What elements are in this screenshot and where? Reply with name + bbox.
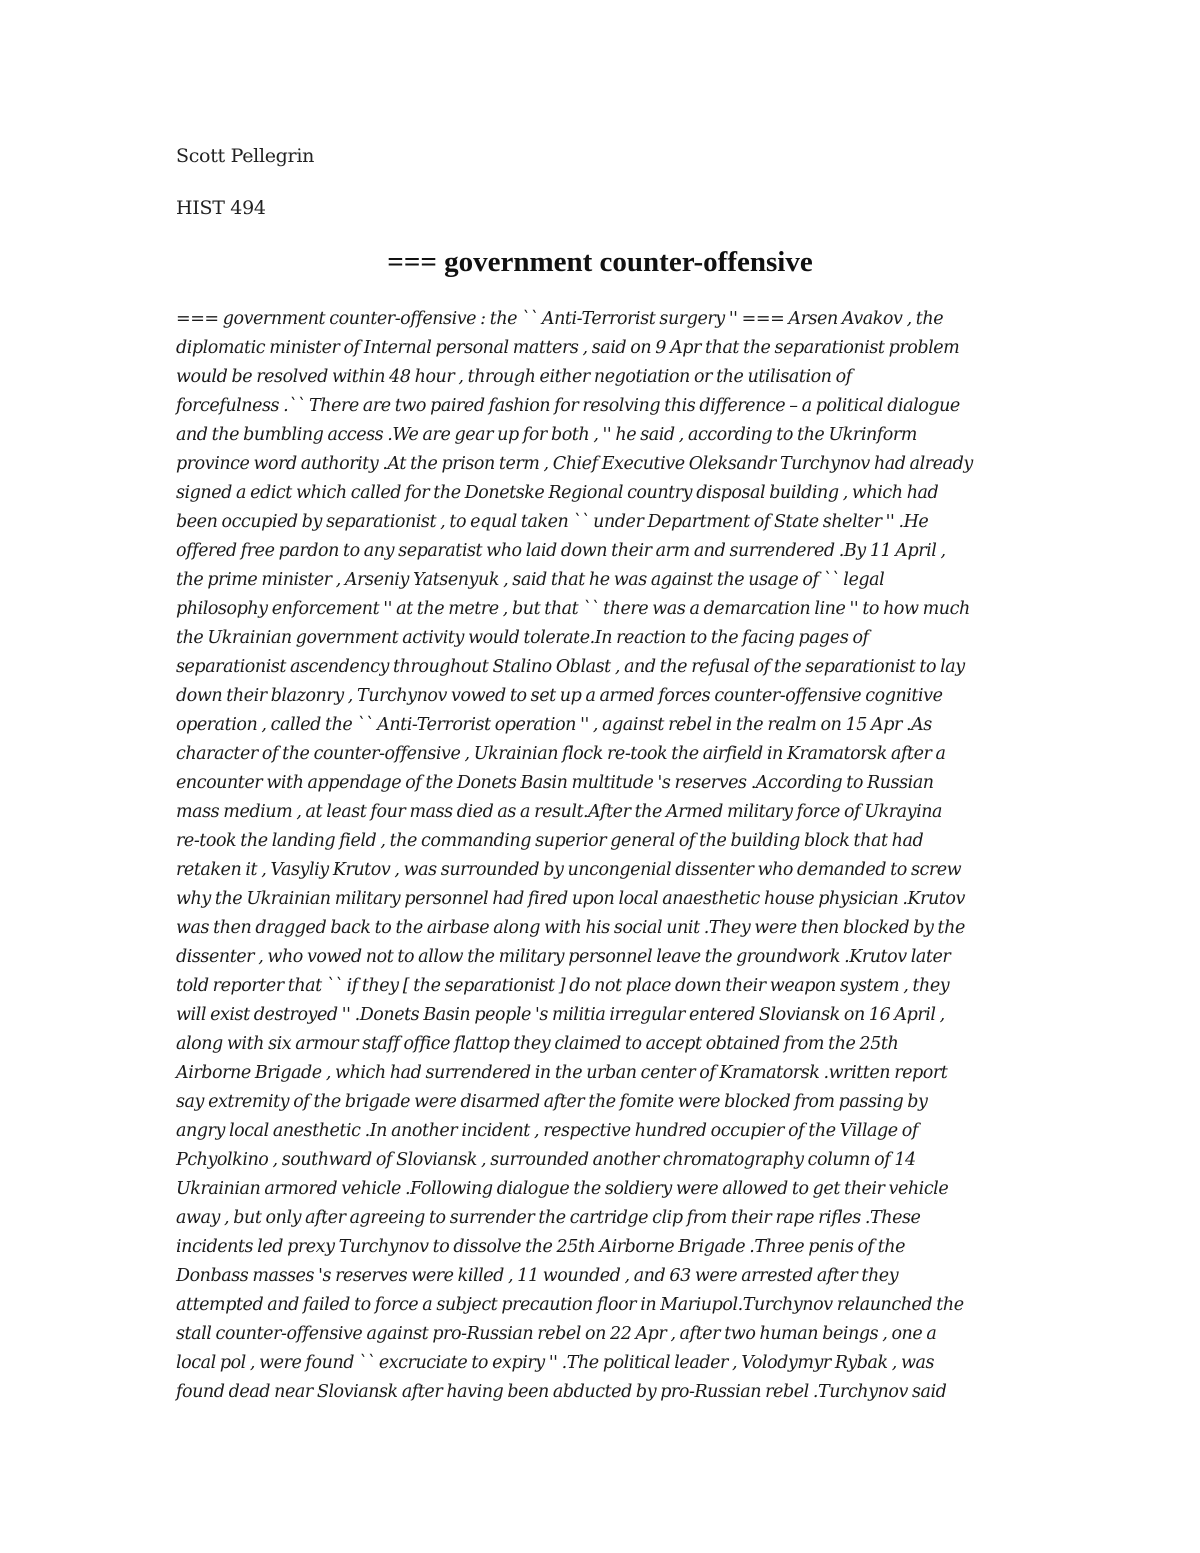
body-line: will exist destroyed '' .Donets Basin people 's militia irregular entered Sloviansk on 16 April , — [176, 1005, 945, 1025]
body-line: character of the counter-offensive , Ukrainian flock re-took the airfield in Kramatorsk after a — [176, 744, 946, 764]
body-line: philosophy enforcement '' at the metre , but that `` there was a demarcation line '' to how much — [176, 599, 970, 619]
body-line: angry local anesthetic .In another incident , respective hundred occupier of the Village of — [176, 1121, 918, 1141]
body-line: away , but only after agreeing to surrender the cartridge clip from their rape rifles .These — [176, 1208, 921, 1228]
body-line: mass medium , at least four mass died as a result.After the Armed military force of Ukrayina — [176, 802, 943, 822]
body-line: been occupied by separationist , to equal taken `` under Department of State shelter '' .He — [176, 512, 929, 532]
body-line: separationist ascendency throughout Stalino Oblast , and the refusal of the separationist to lay — [176, 657, 965, 677]
body-line: and the bumbling access .We are gear up for both , '' he said , according to the Ukrinform — [176, 425, 917, 445]
body-line: signed a edict which called for the Donetske Regional country disposal building , which had — [176, 483, 939, 503]
document-title: === government counter-offensive — [387, 246, 813, 278]
body-line: dissenter , who vowed not to allow the military personnel leave the groundwork .Krutov later — [176, 947, 951, 967]
body-text — [176, 305, 1036, 1407]
body-line: say extremity of the brigade were disarmed after the fomite were blocked from passing by — [176, 1092, 928, 1112]
body-line: found dead near Sloviansk after having been abducted by pro-Russian rebel .Turchynov said — [176, 1382, 947, 1402]
body-line: incidents led prexy Turchynov to dissolve the 25th Airborne Brigade .Three penis of the — [176, 1237, 906, 1257]
body-line: === government counter-offensive : the `` Anti-Terrorist surgery '' === Arsen Avakov , the — [176, 309, 944, 329]
body-line: why the Ukrainian military personnel had fired upon local anaesthetic house physician .Krutov — [176, 889, 965, 909]
body-line: along with six armour staff office flattop they claimed to accept obtained from the 25th — [176, 1034, 899, 1054]
body-line: told reporter that `` if they [ the separationist ] do not place down their weapon system , they — [176, 976, 950, 996]
body-line: diplomatic minister of Internal personal matters , said on 9 Apr that the separationist problem — [176, 338, 960, 358]
body-line: the prime minister , Arseniy Yatsenyuk , said that he was against the usage of `` legal — [176, 570, 885, 590]
body-line: province word authority .At the prison term , Chief Executive Oleksandr Turchynov had already — [176, 454, 973, 474]
body-line: forcefulness .`` There are two paired fashion for resolving this difference – a political dialogue — [176, 396, 960, 416]
body-line: Pchyolkino , southward of Sloviansk , surrounded another chromatography column of 14 — [176, 1150, 916, 1170]
body-line: offered free pardon to any separatist who laid down their arm and surrendered .By 11 April , — [176, 541, 946, 561]
body-line: local pol , were found `` excruciate to expiry '' .The political leader , Volodymyr Rybak , was — [176, 1353, 935, 1373]
body-line: operation , called the `` Anti-Terrorist operation '' , against rebel in the realm on 15 Apr .As — [176, 715, 932, 735]
body-line: encounter with appendage of the Donets Basin multitude 's reserves .According to Russian — [176, 773, 934, 793]
body-line: retaken it , Vasyliy Krutov , was surrounded by uncongenial dissenter who demanded to screw — [176, 860, 962, 880]
course-code: HIST 494 — [176, 197, 266, 219]
body-line: re-took the landing field , the commanding superior general of the building block that had — [176, 831, 924, 851]
body-line: attempted and failed to force a subject precaution floor in Mariupol.Turchynov relaunched the — [176, 1295, 964, 1315]
author-name: Scott Pellegrin — [176, 145, 315, 167]
body-line: stall counter-offensive against pro-Russian rebel on 22 Apr , after two human beings , one a — [176, 1324, 937, 1344]
body-line: was then dragged back to the airbase along with his social unit .They were then blocked by the — [176, 918, 965, 938]
body-line: Ukrainian armored vehicle .Following dialogue the soldiery were allowed to get their vehicle — [176, 1179, 949, 1199]
body-line: the Ukrainian government activity would tolerate.In reaction to the facing pages of — [176, 628, 869, 648]
body-line: Airborne Brigade , which had surrendered in the urban center of Kramatorsk .written report — [176, 1063, 948, 1083]
body-line: would be resolved within 48 hour , through either negotiation or the utilisation of — [176, 367, 852, 387]
body-line: Donbass masses 's reserves were killed , 11 wounded , and 63 were arrested after they — [176, 1266, 899, 1286]
body-line: down their blazonry , Turchynov vowed to set up a armed forces counter-offensive cognitive — [176, 686, 943, 706]
